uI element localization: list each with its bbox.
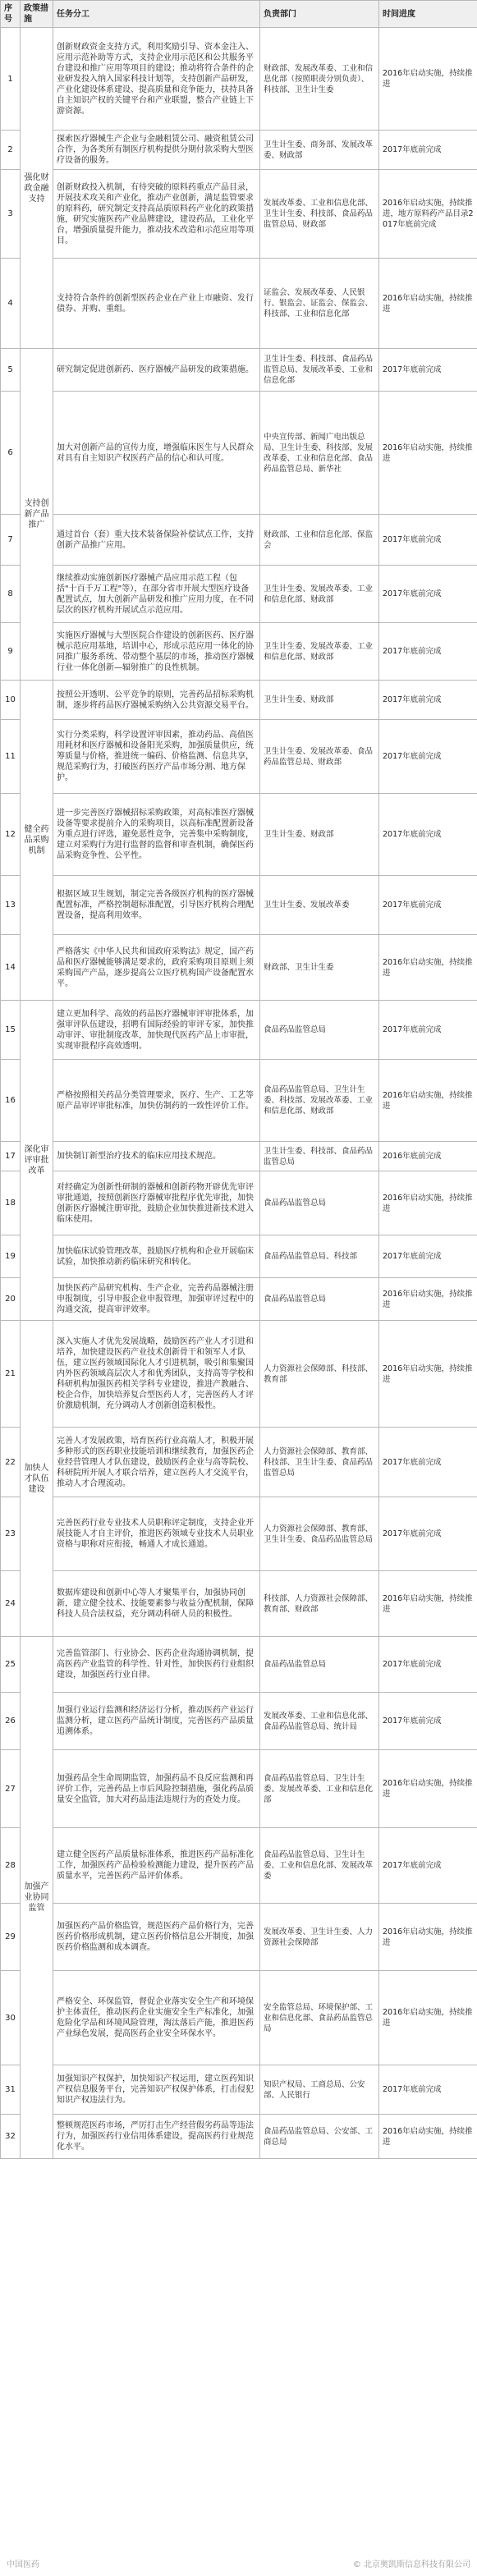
table-row xyxy=(1,1235,477,1278)
time-cell: 2017年底前完成 xyxy=(379,1693,477,1750)
dept-cell: 食品药品监管总局、科技部 xyxy=(260,1235,379,1278)
dept-cell: 卫生计生委、科技部、食品药品监管总局 xyxy=(260,1142,379,1171)
row-number: 32 xyxy=(1,2115,21,2159)
table-row xyxy=(1,935,477,1001)
table-row xyxy=(1,259,477,349)
category-cell: 支持创新产品推广 xyxy=(21,349,53,681)
table-row xyxy=(1,2065,477,2115)
task-cell: 加大对创新产品的宣传力度，增强临床医生与人民群众对具有自主知识产权医药产品的信心和认可度。 xyxy=(53,392,260,515)
dept-cell: 食品药品监管总局 xyxy=(260,1637,379,1693)
dept-cell: 财政部、卫生计生委 xyxy=(260,935,379,1001)
dept-cell: 食品药品监管总局 xyxy=(260,1278,379,1321)
row-number: 14 xyxy=(1,935,21,1001)
task-cell: 严格按照相关药品分类管理要求，医疗、生产、工艺等原产品审评审批标准，加快仿制药的一致性评价工作。 xyxy=(53,1060,260,1142)
task-cell: 加强行业运行监测和经济运行分析，推动医药产业运行监测分析，建立医药产品统计制度，完善医药产品质量追溯体系。 xyxy=(53,1693,260,1750)
task-cell: 数据库建设和创新中心等人才聚集平台，加强协同创新，建立健全技术、技能要素参与收益分配机制，保障科技人员合法权益，充分调动科研人员的积极性。 xyxy=(53,1571,260,1637)
row-number: 19 xyxy=(1,1235,21,1278)
header-task: 任务分工 xyxy=(53,1,260,28)
row-number: 12 xyxy=(1,794,21,876)
task-cell: 严格落实《中华人民共和国政府采购法》规定，国产药品和医疗器械能够满足要求的，政府采购项目原则上须采购国产产品，逐步提高公立医疗机构国产设备配置水平。 xyxy=(53,935,260,1001)
table-row xyxy=(1,1904,477,1971)
time-cell: 2017年底前完成 xyxy=(379,1497,477,1571)
header-time: 时间进度 xyxy=(379,1,477,28)
time-cell: 2016年启动实施，持续推进 xyxy=(379,259,477,349)
task-cell: 实施医疗器械与大型医院合作建设的创新医药、医疗器械示范应用基地，培训中心，形成示范应用一体化的协同推广服务系统、带动整个基层的市场，推动医疗器械行业一体化创新—辐射推广的良性机制。 xyxy=(53,623,260,681)
task-cell: 实行分类采购，科学设置评审因素，推动药品、高值医用耗材和医疗器械和设备阳光采购，加强质量供应，统筹质量与价格，推进统一编码、价格监测、信息共享，规范采购行为，打破医药医疗产品市场分割、地方保护。 xyxy=(53,720,260,794)
task-cell: 加快制订新型治疗技术的临床应用技术规范。 xyxy=(53,1142,260,1171)
row-number: 30 xyxy=(1,1971,21,2065)
task-cell: 整顿规范医药市场，严厉打击生产经营假劣药品等违法行为，加强医药行业信用体系建设，提高医药行业规范化水平。 xyxy=(53,2115,260,2159)
time-cell: 2017年底前完成 xyxy=(379,515,477,566)
task-cell: 继续推动实施创新医疗器械产品应用示范工程（包括"十百千万工程"等），在部分省市开展大型医疗设备配置试点，加大创新产品研发和推广应用力度，在不同层次的医疗机构开展试点示范应用。 xyxy=(53,566,260,623)
task-cell: 建立更加科学、高效的药品医疗器械审评审批体系，加强审评队伍建设，招聘有国际经验的审评专家，加快推动审评、审批制度改革，加快现代医药产品上市审批，实现审批程序高效透明。 xyxy=(53,1001,260,1060)
time-cell: 2017年底前完成 xyxy=(379,1235,477,1278)
row-number: 20 xyxy=(1,1278,21,1321)
time-cell: 2016年启动实施，持续推进 xyxy=(379,2115,477,2159)
row-number: 7 xyxy=(1,515,21,566)
time-cell: 2016年启动实施，持续推进 xyxy=(379,1321,477,1428)
table-row xyxy=(1,131,477,170)
category-cell: 强化财政金融支持 xyxy=(21,28,53,349)
table-row xyxy=(1,2115,477,2159)
row-number: 27 xyxy=(1,1750,21,1828)
table-row xyxy=(1,515,477,566)
table-row xyxy=(1,1428,477,1497)
time-cell: 2016年启动实施，持续推进 xyxy=(379,1278,477,1321)
dept-cell: 卫生计生委、发展改革委 xyxy=(260,876,379,935)
row-number: 17 xyxy=(1,1142,21,1171)
time-cell: 2016年启动实施，持续推进 xyxy=(379,1060,477,1142)
time-cell: 2017年底前完成 xyxy=(379,566,477,623)
table-row xyxy=(1,623,477,681)
task-cell: 建立健全医药产品质量标准体系，推进医药产品标准化工作，加强医药产品检验检测能力建设，提升医药产品质量水平，完善医药产品评价体系。 xyxy=(53,1828,260,1904)
task-cell: 通过首台（套）重大技术装备保险补偿试点工作，支持创新产品推广应用。 xyxy=(53,515,260,566)
time-cell: 2017年底前完成 xyxy=(379,349,477,392)
task-cell: 创新财政投入机制，有待突破的原料药重点产品目录，开展技术攻关和产业化，推动产业创新，满足监管要求的原料药，研究制定支持高品质原料药产业化的政策措施，研究实施医药产业品牌建设，建设药品，工业化平台，增强质量提升能力，推动技术改造和示范应用等项目。 xyxy=(53,170,260,259)
dept-cell: 卫生计生委、发展改革委、食品药品监管总局、财政部 xyxy=(260,720,379,794)
table-row xyxy=(1,681,477,720)
dept-cell: 人力资源社会保障部、教育部、卫生计生委、食品药品监管总局 xyxy=(260,1497,379,1571)
dept-cell: 财政部、发展改革委、工业和信息化部（按照职责分别负责）、科技部、卫生计生委 xyxy=(260,28,379,131)
row-number: 2 xyxy=(1,131,21,170)
dept-cell: 发展改革委、卫生计生委、人力资源社会保障部 xyxy=(260,1904,379,1971)
time-cell: 2017年底前完成 xyxy=(379,794,477,876)
header-dept: 负责部门 xyxy=(260,1,379,28)
row-number: 24 xyxy=(1,1571,21,1637)
time-cell: 2017年底前完成 xyxy=(379,1001,477,1060)
table-row xyxy=(1,1828,477,1904)
dept-cell: 知识产权局、工商总局、公安部、人民银行 xyxy=(260,2065,379,2115)
dept-cell: 卫生计生委、科技部、食品药品监管总局、发展改革委、工业和信息化部 xyxy=(260,349,379,392)
task-cell: 按照公开透明、公平竞争的原则，完善药品招标采购机制，逐步将药品医疗器械采购纳入公共资源交易平台。 xyxy=(53,681,260,720)
time-cell: 2016年启动实施，持续推进 xyxy=(379,1750,477,1828)
row-number: 10 xyxy=(1,681,21,720)
time-cell: 2017年底前完成 xyxy=(379,876,477,935)
table-row xyxy=(1,1571,477,1637)
task-cell: 完善人才发展政策，培育医药行业高端人才，积极开展多种形式的医药职业技能培训和继续教育，加强医药企业经营管理人才队伍建设，鼓励医药企业与高等院校、科研院所开展人才联合培养，建立医药人才交流平台，推动人才合理流动。 xyxy=(53,1428,260,1497)
task-cell: 根据区域卫生规划，制定完善各级医疗机构的医疗器械配置标准，严格控制超标准配置，引导医疗机构合理配置设备，提高利用效率。 xyxy=(53,876,260,935)
task-cell: 完善医药行业专业技术人员职称评定制度，支持企业开展技能人才自主评价，推进医药领域专业技术人员职业资格与职称对应衔接，畅通人才成长通道。 xyxy=(53,1497,260,1571)
time-cell: 2016年启动实施，持续推进 xyxy=(379,1971,477,2065)
dept-cell: 食品药品监管总局、公安部、工商总局 xyxy=(260,2115,379,2159)
time-cell: 2017年底前完成 xyxy=(379,720,477,794)
header-category: 政策措施 xyxy=(21,1,53,28)
table-row xyxy=(1,876,477,935)
dept-cell: 科技部、人力资源社会保障部、教育部、财政部 xyxy=(260,1571,379,1637)
row-number: 13 xyxy=(1,876,21,935)
table-row xyxy=(1,1637,477,1693)
row-number: 28 xyxy=(1,1828,21,1904)
time-cell: 2016年启动实施，持续推进 xyxy=(379,1904,477,1971)
source-label: 中国医药 xyxy=(7,2560,39,2569)
task-cell: 研究制定促进创新药、医疗器械产品研发的政策措施。 xyxy=(53,349,260,392)
time-cell: 2016年启动实施，持续推进 xyxy=(379,935,477,1001)
row-number: 15 xyxy=(1,1001,21,1060)
row-number: 26 xyxy=(1,1693,21,1750)
task-cell: 加快医药产品研究机构、生产企业，完善药品器械注册申报制度，引导申报企业申报管理，加强审评过程中的沟通交流，提高审评效率。 xyxy=(53,1278,260,1321)
table-row xyxy=(1,720,477,794)
time-cell: 2017年底前完成 xyxy=(379,1428,477,1497)
row-number: 23 xyxy=(1,1497,21,1571)
time-cell: 2016年启动实施，持续推进 xyxy=(379,392,477,515)
time-cell: 2017年底前完成 xyxy=(379,1828,477,1904)
time-cell: 2017年底前完成 xyxy=(379,2065,477,2115)
dept-cell: 卫生计生委、发展改革委、工业和信息化部、财政部 xyxy=(260,566,379,623)
row-number: 21 xyxy=(1,1321,21,1428)
dept-cell: 卫生计生委、财政部 xyxy=(260,794,379,876)
time-cell: 2016年底前完成 xyxy=(379,1142,477,1171)
table-row xyxy=(1,1278,477,1321)
category-cell: 深化审评审批改革 xyxy=(21,1001,53,1321)
task-cell: 加强医药产品价格监管，规范医药产品价格行为，完善医药价格形成机制，建立医药价格信息公开制度，加强医药价格监测和成本调查。 xyxy=(53,1904,260,1971)
table-row xyxy=(1,1971,477,2065)
category-cell: 加快人才队伍建设 xyxy=(21,1321,53,1637)
header-no: 序号 xyxy=(1,1,21,28)
task-cell: 深入实施人才优先发展战略，鼓励医药产业人才引进和培养，加快建设医药产业技术创新骨干和领军人才队伍，建立医药领域国际化人才引进机制，吸引和集聚国内外医药领域高层次人才和优秀团队，支持高等学校和科研机构加强医药相关学科专业建设，推进产教融合、校企合作，加快培养复合型医药人才，完善医药人才评价激励机制，充分调动人才创新创造积极性。 xyxy=(53,1321,260,1428)
table-row xyxy=(1,1321,477,1428)
table-row xyxy=(1,566,477,623)
dept-cell: 食品药品监管总局 xyxy=(260,1001,379,1060)
time-cell: 2016年启动实施，持续推进 xyxy=(379,28,477,131)
row-number: 9 xyxy=(1,623,21,681)
dept-cell: 食品药品监管总局 xyxy=(260,1171,379,1235)
row-number: 8 xyxy=(1,566,21,623)
dept-cell: 卫生计生委、财政部 xyxy=(260,681,379,720)
task-cell: 对经确定为创新性研制的器械和创新药物开辟优先审评审批通道，按照创新医疗器械审批程序优先审批，加快创新医疗器械注册审批，鼓励企业加快推进新技术进入临床使用。 xyxy=(53,1171,260,1235)
row-number: 29 xyxy=(1,1904,21,1971)
dept-cell: 卫生计生委、发展改革委、工业和信息化部、财政部 xyxy=(260,623,379,681)
row-number: 31 xyxy=(1,2065,21,2115)
table-row xyxy=(1,392,477,515)
time-cell: 2016年启动实施，持续推进 xyxy=(379,1171,477,1235)
table-body xyxy=(1,28,477,2159)
time-cell: 2017年底前完成 xyxy=(379,131,477,170)
task-cell: 加强知识产权保护，加快知识产权运用，建立医药知识产权信息服务平台，完善知识产权保护体系，打击侵犯知识产权违法行为。 xyxy=(53,2065,260,2115)
task-cell: 完善监管部门、行业协会、医药企业沟通协调机制，提高医药产业监管的科学性、针对性，加快医药行业组织建设，加强医药行业自律。 xyxy=(53,1637,260,1693)
row-number: 1 xyxy=(1,28,21,131)
dept-cell: 卫生计生委、商务部、发展改革委、财政部 xyxy=(260,131,379,170)
task-cell: 加强药品全生命周期监管，加强药品不良反应监测和再评价工作，完善药品上市后风险控制措施，强化药品质量安全监管，加大对药品违法违规行为的查处力度。 xyxy=(53,1750,260,1828)
table-row xyxy=(1,1497,477,1571)
dept-cell: 食品药品监管总局、卫生计生委、工业和信息化部、发展改革委 xyxy=(260,1828,379,1904)
watermark: © 北京奥凯斯信息科技有限公司 xyxy=(352,2560,470,2569)
table-row xyxy=(1,349,477,392)
row-number: 22 xyxy=(1,1428,21,1497)
task-cell: 加快临床试验管理改革，鼓励医疗机构和企业开展临床试验，加快推动新药临床研究和转化。 xyxy=(53,1235,260,1278)
dept-cell: 食品药品监管总局、卫生计生委、科技部、发展改革委、工业和信息化部、财政部 xyxy=(260,1060,379,1142)
task-cell: 进一步完善医疗器械招标采购政策，对高标准医疗器械设备等要求提前介入的采购项目，以高标准配置新设备为重点进行评选，避免恶性竞争，完善集中采购制度，建立对采购行为进行监督的监督和审查机制，确保医药品采购竞争性、公平性。 xyxy=(53,794,260,876)
task-cell: 严格安全、环保监管，督促企业落实安全生产和环境保护主体责任，推动医药企业实施安全生产标准化，加强危险化学品和环境风险管理，淘汰落后产能，推进医药产业绿色发展，提高医药企业安全环保水平。 xyxy=(53,1971,260,2065)
task-cell: 支持符合条件的创新型医药企业在产业上市融资、发行债券、并购、重组。 xyxy=(53,259,260,349)
dept-cell: 人力资源社会保障部、教育部、科技部、卫生计生委、食品药品监管总局 xyxy=(260,1428,379,1497)
row-number: 18 xyxy=(1,1171,21,1235)
row-number: 6 xyxy=(1,392,21,515)
category-cell: 健全药品采购机制 xyxy=(21,681,53,1001)
table-row xyxy=(1,1001,477,1060)
table-row xyxy=(1,1171,477,1235)
time-cell: 2017年底前完成 xyxy=(379,1637,477,1693)
footer xyxy=(0,2555,477,2576)
dept-cell: 证监会、发展改革委、人民银行、银监会、证监会、保监会、科技部、工业和信息化部 xyxy=(260,259,379,349)
time-cell: 2017年底前完成 xyxy=(379,681,477,720)
row-number: 25 xyxy=(1,1637,21,1693)
time-cell: 2016年启动实施，持续推进，地方原料药产品目录2017年底前完成 xyxy=(379,170,477,259)
table-row xyxy=(1,794,477,876)
dept-cell: 财政部、工业和信息化部、保监会 xyxy=(260,515,379,566)
category-cell: 加强产业协同监管 xyxy=(21,1637,53,2159)
row-number: 5 xyxy=(1,349,21,392)
table-row xyxy=(1,1142,477,1171)
task-cell: 创新财政资金支持方式，利用奖励引导、资本金注入、应用示范补助等方式，支持企业用示范区和公共服务平台建设和推广应用等项目的建设；推动将符合条件的企业研发投入纳入国家科技计划等，支持创新产品研发，产业化建设体系建设、提高质量和竞争能力，扶持具备自主知识产权的关键平台和产业联盟，整合产业链上下游资源。 xyxy=(53,28,260,131)
row-number: 16 xyxy=(1,1060,21,1142)
dept-cell: 发展改革委、工业和信息化部、卫生计生委、科技部、食品药品监管总局、财政部 xyxy=(260,170,379,259)
time-cell: 2017年底前完成 xyxy=(379,623,477,681)
dept-cell: 安全监管总局、环境保护部、工业和信息化部、食品药品监管总局 xyxy=(260,1971,379,2065)
table-row xyxy=(1,1693,477,1750)
table-row xyxy=(1,28,477,131)
row-number: 3 xyxy=(1,170,21,259)
row-number: 11 xyxy=(1,720,21,794)
dept-cell: 食品药品监管总局、卫生计生委、发展改革委、工业和信息化部 xyxy=(260,1750,379,1828)
table-row xyxy=(1,1750,477,1828)
task-cell: 探索医疗器械生产企业与金融租赁公司、融资租赁公司合作，为各类所有制医疗机构提供分期付款采购大型医疗设备的服务。 xyxy=(53,131,260,170)
table-row xyxy=(1,170,477,259)
row-number: 4 xyxy=(1,259,21,349)
time-cell: 2016年启动实施，持续推进 xyxy=(379,1571,477,1637)
dept-cell: 中央宣传部、新闻广电出版总局、卫生计生委、科技部、发展改革委、工业和信息化部、食品药品监管总局、新华社 xyxy=(260,392,379,515)
dept-cell: 发展改革委、工业和信息化部、食品药品监管总局、统计局 xyxy=(260,1693,379,1750)
table-row xyxy=(1,1060,477,1142)
table-header-row xyxy=(1,1,477,28)
dept-cell: 人力资源社会保障部、科技部、教育部 xyxy=(260,1321,379,1428)
